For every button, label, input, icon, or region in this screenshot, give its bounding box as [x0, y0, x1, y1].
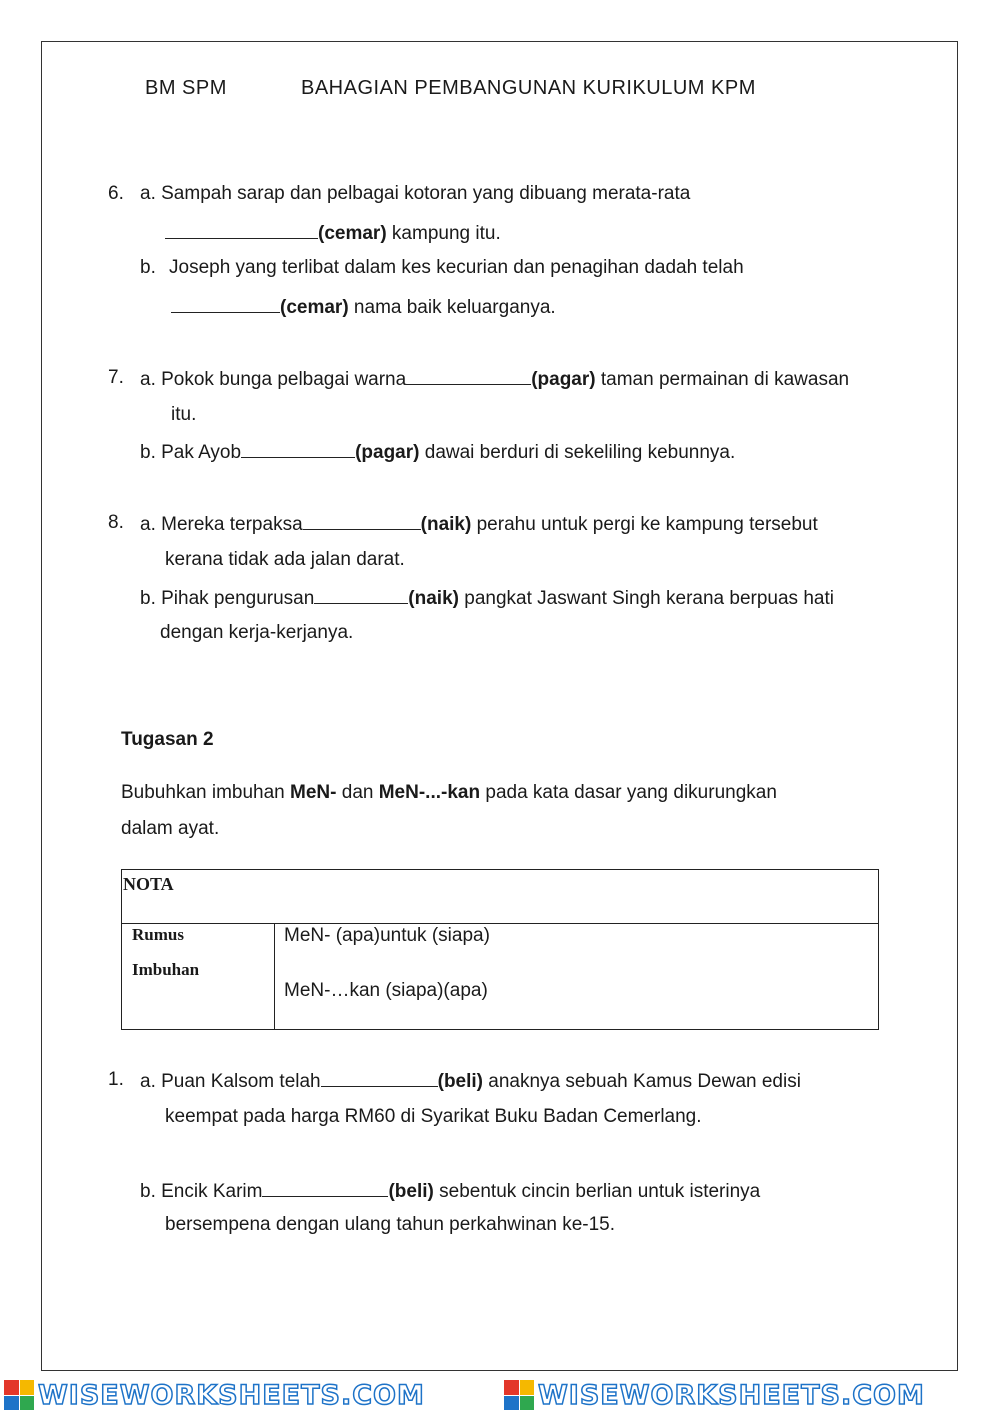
question-1b-line2: bersempena dengan ulang tahun perkahwinan ke-15.: [165, 1214, 615, 1235]
answer-blank[interactable]: [314, 585, 408, 604]
instruction-line2: dalam ayat.: [121, 818, 220, 839]
nota-rule-2: MeN-…kan (siapa)(apa): [284, 980, 488, 1001]
watermark: [0, 1380, 500, 1411]
question-6-number: 6.: [108, 183, 124, 204]
answer-blank[interactable]: [321, 1068, 438, 1087]
question-8a-line1: a. Mereka terpaksa (naik) perahu untuk pergi ke kampung tersebut: [140, 511, 818, 537]
table-divider: [122, 923, 878, 924]
answer-blank[interactable]: [406, 366, 531, 385]
nota-label-imbuhan: Imbuhan: [132, 960, 200, 979]
instruction-line1: Bubuhkan imbuhan MeN- dan MeN-...-kan pada kata dasar yang dikurungkan: [121, 782, 777, 803]
watermark-text: WISEWORKSHEETS.COM: [538, 1379, 925, 1411]
nota-label-rumus: Rumus: [132, 925, 184, 944]
question-1b-line1: b. Encik Karim (beli) sebentuk cincin berlian untuk isterinya: [140, 1178, 760, 1204]
answer-blank[interactable]: [171, 294, 280, 313]
nota-rule-1: MeN- (apa)untuk (siapa): [284, 925, 490, 946]
question-8b-line1: b. Pihak pengurusan (naik) pangkat Jaswant Singh kerana berpuas hati: [140, 585, 834, 611]
worksheet-logo-icon: [504, 1380, 534, 1410]
question-6b-line1: Joseph yang terlibat dalam kes kecurian dan penagihan dadah telah: [169, 257, 744, 278]
watermark-text: WISEWORKSHEETS.COM: [38, 1379, 425, 1411]
watermark: [500, 1380, 1000, 1411]
nota-title: NOTA: [123, 874, 174, 894]
question-8b-line2: dengan kerja-kerjanya.: [160, 622, 354, 643]
question-6a-line1: a. Sampah sarap dan pelbagai kotoran yang dibuang merata-rata: [140, 183, 691, 204]
answer-blank[interactable]: [165, 220, 318, 239]
question-1a-line2: keempat pada harga RM60 di Syarikat Buku Badan Cemerlang.: [165, 1106, 702, 1127]
question-1a-line1: a. Puan Kalsom telah (beli) anaknya sebuah Kamus Dewan edisi: [140, 1068, 801, 1094]
answer-blank[interactable]: [262, 1178, 388, 1197]
question-6b-label: b.: [140, 257, 156, 278]
worksheet-logo-icon: [4, 1380, 34, 1410]
table-divider: [274, 923, 275, 1029]
question-7a-line1: a. Pokok bunga pelbagai warna (pagar) taman permainan di kawasan: [140, 366, 849, 392]
question-6b-line2: (cemar) nama baik keluarganya.: [171, 294, 556, 320]
answer-blank[interactable]: [241, 439, 355, 458]
question-1-number: 1.: [108, 1069, 124, 1090]
question-7a-line2: itu.: [171, 404, 197, 425]
question-8-number: 8.: [108, 512, 124, 533]
section-title: Tugasan 2: [121, 729, 214, 750]
question-7-number: 7.: [108, 367, 124, 388]
question-8a-line2: kerana tidak ada jalan darat.: [165, 549, 405, 570]
question-6a-line2: (cemar) kampung itu.: [165, 220, 501, 246]
answer-blank[interactable]: [303, 511, 421, 530]
watermark-footer: [0, 1376, 1000, 1414]
nota-table: [121, 869, 879, 1030]
header-division: BAHAGIAN PEMBANGUNAN KURIKULUM KPM: [301, 77, 756, 99]
header-subject: BM SPM: [145, 77, 227, 99]
question-7b-line1: b. Pak Ayob (pagar) dawai berduri di sekeliling kebunnya.: [140, 439, 735, 465]
